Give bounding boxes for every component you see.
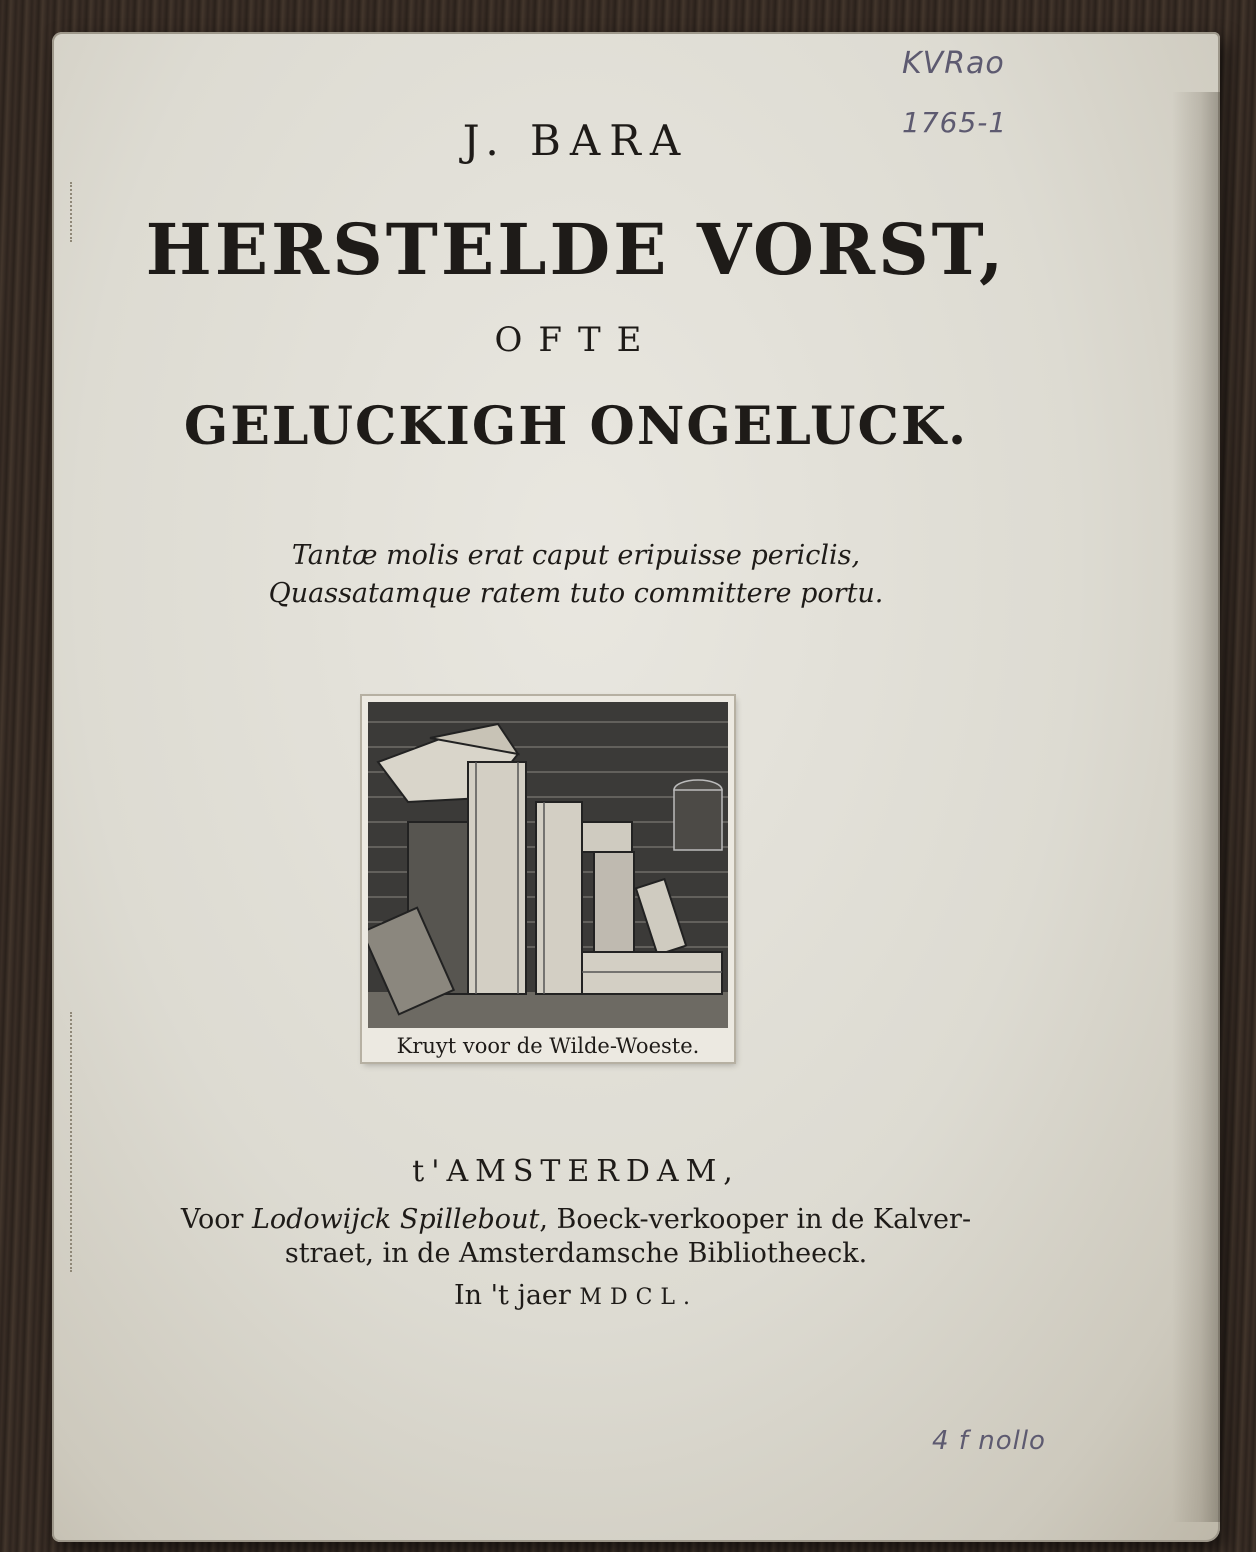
title-connector: OFTE — [494, 320, 658, 360]
publisher-name: Lodowijck Spillebout — [251, 1204, 540, 1235]
year-prefix: In 't jaer — [453, 1280, 571, 1311]
motto-line-1: Tantæ molis erat caput eripuisse periclis, — [291, 540, 861, 571]
imprint-line-1-suffix: , Boeck-verkooper in de Kalver- — [539, 1204, 972, 1235]
handwritten-shelfmark-line2: 1765-1 — [902, 106, 1008, 139]
engraving-illustration — [368, 702, 728, 1028]
motto-line-2: Quassatamque ratem tuto committere portu. — [268, 578, 884, 609]
engraving-caption: Kruyt voor de Wilde-Woeste. — [396, 1034, 700, 1058]
title-page — [52, 32, 1220, 1542]
title-line-2: GELUCKIGH ONGELUCK. — [183, 396, 969, 457]
page-edge-shadow — [1172, 92, 1220, 1522]
printers-device-engraving — [362, 696, 734, 1062]
title-line-1: HERSTELDE VORST, — [145, 208, 1007, 291]
publication-year: MDCL. — [579, 1285, 699, 1310]
author-name: J. BARA — [462, 116, 690, 165]
handwritten-shelfmark-line1: KVRao — [902, 46, 1005, 81]
imprint-city: t'AMSTERDAM, — [412, 1154, 740, 1189]
handwritten-price-note: 4 f nollo — [932, 1426, 1046, 1456]
imprint-year-line — [52, 1280, 1160, 1311]
imprint-line-1-prefix: Voor — [180, 1204, 252, 1235]
imprint-line-1 — [52, 1204, 1160, 1235]
imprint-line-2: straet, in de Amsterdamsche Bibliotheeck. — [284, 1238, 868, 1269]
